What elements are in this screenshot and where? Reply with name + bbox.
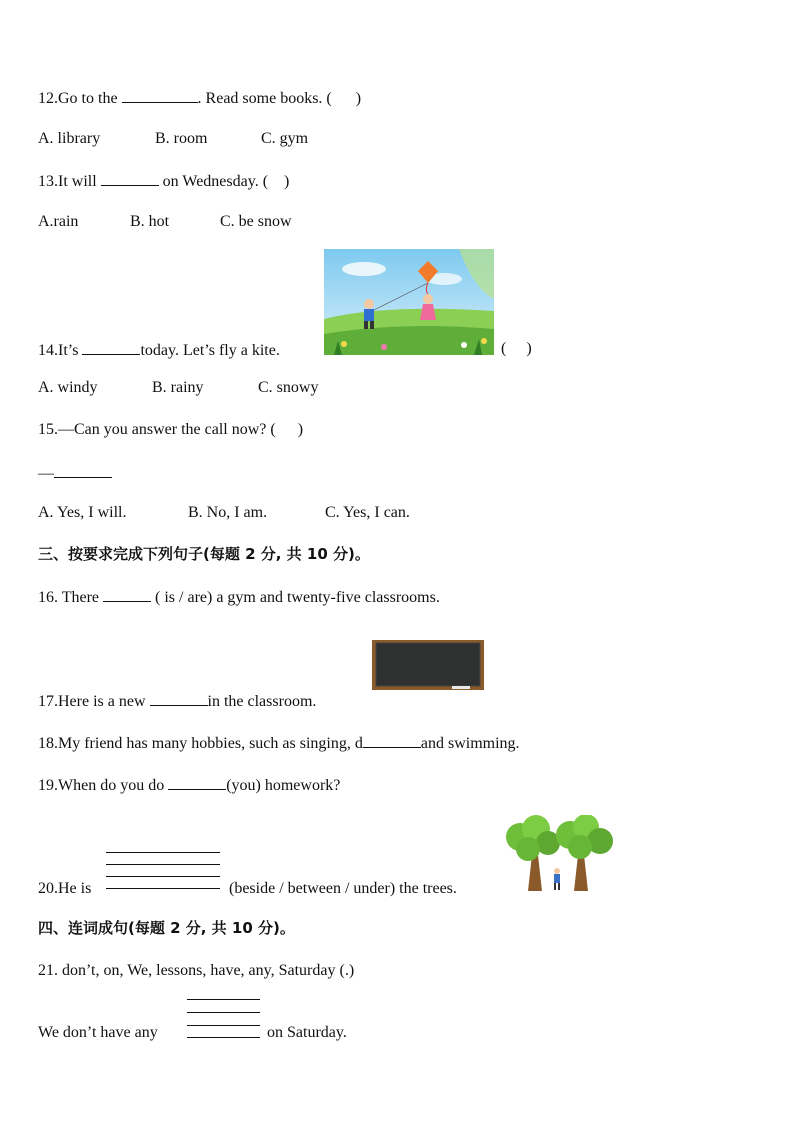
q15-answer-line <box>38 462 112 484</box>
q13-answer-blank[interactable] <box>101 170 159 186</box>
trees-image <box>500 815 616 893</box>
q12-option-b: B. room <box>155 130 208 147</box>
question-18 <box>38 732 520 754</box>
q13-option-b: B. hot <box>130 213 170 230</box>
q16-suffix: ( is / are) a gym and twenty-five classrooms. <box>151 589 440 606</box>
q21-answer-lines[interactable] <box>187 999 260 1039</box>
q19-answer-blank[interactable] <box>168 774 226 790</box>
q14-option-a: A. windy <box>38 379 98 396</box>
q17-suffix: in the classroom. <box>207 693 317 710</box>
q14-paren-close: ) <box>526 340 532 357</box>
blackboard-image <box>372 640 484 692</box>
two-trees-with-boy-icon <box>500 815 616 893</box>
section-3-title: 三、按要求完成下列句子(每题 2 分, 共 10 分)。 <box>38 545 370 563</box>
question-20-suffix: (beside / between / under) the trees. <box>229 880 457 897</box>
q15-option-b: B. No, I am. <box>188 504 268 521</box>
q14-answer-blank[interactable] <box>82 339 140 355</box>
q12-prefix: 12.Go to the <box>38 90 122 107</box>
q18-prefix: 18.My friend has many hobbies, such as singing, d <box>38 735 363 752</box>
q14-paren-open: ( <box>501 340 507 357</box>
q14-option-c: C. snowy <box>258 379 319 396</box>
q15-option-a: A. Yes, I will. <box>38 504 127 521</box>
q12-option-a: A. library <box>38 130 101 147</box>
q18-suffix: and swimming. <box>420 735 520 752</box>
q13-suffix: on Wednesday. ( <box>158 173 269 190</box>
question-21-words: 21. don’t, on, We, lessons, have, any, Saturday (.) <box>38 962 355 979</box>
q16-answer-blank[interactable] <box>103 586 151 602</box>
q14-option-b: B. rainy <box>152 379 204 396</box>
question-19 <box>38 774 340 796</box>
q15-dash: — <box>38 465 54 482</box>
q12-answer-blank[interactable] <box>122 87 198 103</box>
q15-paren-close: ) <box>297 421 304 438</box>
question-14 <box>38 339 280 361</box>
section-4-title: 四、连词成句(每题 2 分, 共 10 分)。 <box>38 919 295 937</box>
q13-option-c: C. be snow <box>220 213 292 230</box>
blackboard-icon <box>372 640 484 692</box>
q17-prefix: 17.Here is a new <box>38 693 150 710</box>
q18-answer-blank[interactable] <box>363 732 421 748</box>
q15-answer-blank[interactable] <box>54 462 112 478</box>
question-13 <box>38 170 289 192</box>
q12-option-c: C. gym <box>261 130 309 147</box>
kite-illustration-icon <box>324 249 494 355</box>
q14-paren <box>501 339 532 359</box>
q13-paren-close: ) <box>284 173 290 190</box>
q15-option-c: C. Yes, I can. <box>325 504 410 521</box>
q15-question: 15.—Can you answer the call now? ( <box>38 421 276 438</box>
question-20-prefix: 20.He is <box>38 880 92 897</box>
kite-flying-image <box>324 249 494 355</box>
q16-prefix: 16. There <box>38 589 104 606</box>
q17-answer-blank[interactable] <box>150 690 208 706</box>
question-21-prefix: We don’t have any <box>38 1024 158 1041</box>
q14-prefix: 14.It’s <box>38 342 83 359</box>
q20-answer-lines[interactable] <box>106 852 220 892</box>
q19-suffix: (you) homework? <box>226 777 341 794</box>
q19-prefix: 19.When do you do <box>38 777 169 794</box>
q14-suffix: today. Let’s fly a kite. <box>140 342 280 359</box>
q12-paren-close: ) <box>355 90 362 107</box>
question-16 <box>38 586 440 608</box>
q13-prefix: 13.It will <box>38 173 101 190</box>
question-21-suffix: on Saturday. <box>267 1024 347 1041</box>
q12-suffix: . Read some books. ( <box>197 90 332 107</box>
q13-option-a: A.rain <box>38 213 79 230</box>
question-15 <box>38 420 303 440</box>
question-17 <box>38 690 316 712</box>
question-12 <box>38 87 361 109</box>
